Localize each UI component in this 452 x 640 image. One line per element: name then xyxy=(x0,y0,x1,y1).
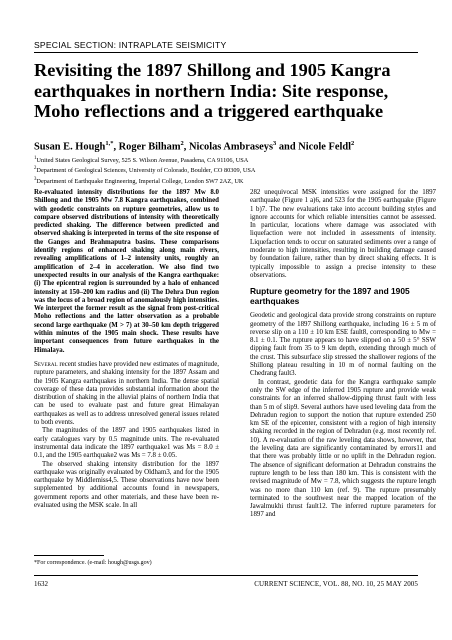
affiliation: $^1$United States Geological Survey, 525 S. Wilson Avenue, Pasadena, CA 91106, USA xyxy=(34,156,249,165)
right-column xyxy=(250,189,436,520)
affiliation-list xyxy=(34,155,434,186)
section-heading: Rupture geometry for the 1897 and 1905 earthquakes xyxy=(250,286,410,307)
section-header: SPECIAL SECTION: INTRAPLATE SEISMICITY xyxy=(34,40,227,50)
body-paragraph: 282 unequivocal MSK intensities were assigned for the 1897 earthquake (Figure 1 a)6, and 523 for the 1905 earthquake (Figure 1 b)7. The new evaluations take into account building styles and ignore accounts for which reliable intensities cannot be assessed. In particular, locations where damage was associated with liquefaction were not included in assessments of intensity. Liquefaction tends to occur on saturated sediments over a range of moderate to high intensities, resulting in building damage caused by foundation failure, rather than by direct shaking effects. It is typically impossible to assign a precise intensity to these observations. xyxy=(250,189,436,279)
header-rule xyxy=(34,52,418,53)
author-name: Nicolas Ambraseys xyxy=(189,141,273,153)
footer-rule xyxy=(34,575,418,576)
author-name: Roger Bilham xyxy=(118,141,181,153)
abstract: Re-evaluated intensity distributions for the 1897 Mw 8.0 Shillong and the 1905 Mw 7.8 Kangra earthquakes, combined with geodetic constraints on rupture geometries, allow us to compare observed distributions of intensity with theoretically predicted shaking. The difference between predicted and observed shaking is interpreted in terms of the site response of the Ganges and Brahmaputra basins. These comparisons identify regions of enhanced shaking along main rivers, revealing amplifications of 1–2 intensity units, roughly an amplification of 2–4 in acceleration. We also find two unexpected results in our analysis of the Kangra earthquake: (i) The epicentral region is surrounded by a halo of enhanced intensity at 150–200 km radius and (ii) The Dehra Dun region was the locus of a broad region of anomalously high intensities. We interpret the former result as the signal from post-critical Moho reflections and the latter observation as a probable second large earthquake (M > 7) at 30–50 km depth triggered within minutes of the 1905 main shock. These results have important consequences from future earthquakes in the Himalaya. xyxy=(34,189,219,354)
author-affil-mark: 2 xyxy=(351,140,355,147)
body-paragraph: The observed shaking intensity distribution for the 1897 earthquake was originally evaluated by Oldham3, and for the 1905 earthquake by Middlemiss4,5. These observations have now been supplemented by additional accounts found in newspapers, government reports and other materials, and these have been re-evaluated using the MSK scale. In all xyxy=(34,460,219,509)
affiliation: $^2$Department of Geological Sciences, University of Colorado, Boulder, CO 80309, USA xyxy=(34,166,256,175)
left-column xyxy=(34,189,219,510)
author-affil-mark: 1,* xyxy=(105,140,114,147)
article-title: Revisiting the 1897 Shillong and 1905 Kangra earthquakes in northern India: Site response, Moho reflections and a triggered earthquake xyxy=(34,60,391,121)
body-paragraph: In contrast, geodetic data for the Kangra earthquake sample only the SW edge of the inferred 1905 rupture and provide weak constraints for an inferred shallow-dipping thrust fault with less than 5 m of slip9. Several authors have used leveling data from the Dehradun region to support the notion that rupture extended 250 km SE of the epicenter, consistent with a region of high intensity shaking recorded in the region of Dehradun (e.g. most recently ref. 10). A re-evaluation of the raw leveling data shows, however, that the leveling data are significantly contaminated by errors11 and that there was probably little or no uplift in the Dehradun region. The absence of significant deformation at Dehradun constrains the rupture length to be less than 180 km. This is consistent with the revised magnitude of Mw = 7.8, which suggests the rupture length was no more than 110 km (ref. 9). The rupture presumably terminated to the southwest near the mapped location of the Jawalmukhi thrust fault12. The inferred rupture parameters for 1897 and xyxy=(250,378,436,519)
author-affil-mark: 3 xyxy=(273,140,277,147)
journal-reference: CURRENT SCIENCE, VOL. 88, NO. 10, 25 MAY 2005 xyxy=(254,580,418,588)
body-paragraph: The magnitudes of the 1897 and 1905 earthquakes listed in early catalogues vary by 0.5 magnitude units. The re-evaluated instrumental data indicate the 1897 earthquake1 was Ms = 8.0 ± 0.1, and the 1905 earthquake2 was Ms = 7.8 ± 0.05. xyxy=(34,427,219,460)
body-paragraph: Several recent studies have provided new estimates of magnitude, rupture parameters, and shaking intensity for the 1897 Assam and the 1905 Kangra earthquakes in northern India. The dense spatial coverage of these data provides substantial information about the distribution of shaking in the alluvial plains of northern India that can be used to evaluate past and future great Himalayan earthquakes as well as to address unresolved general issues related to both events. xyxy=(34,360,219,427)
body-paragraph: Geodetic and geological data provide strong constraints on rupture geometry of the 1897 Shillong earthquake, including 16 ± 5 m of reverse slip on a 110 ± 10 km ESE fault8, corresponding to Mw = 8.1 ± 0.1. The rupture appears to have slipped on a 50 ± 5° SSW dipping fault from 35 to 9 km depth, extending through much of the crust. This subsurface slip stressed the shallower regions of the Shillong plateau resulting in 10 m of normal faulting on the Chedrang fault3. xyxy=(250,312,436,378)
author-affil-mark: 2 xyxy=(180,140,184,147)
author-name: Nicole Feldl xyxy=(298,141,352,153)
footnote-rule xyxy=(34,555,104,556)
affiliation: $^3$Department of Earthquake Engineering, Imperial College, London SW7 2AZ, UK xyxy=(34,176,244,185)
correspondence-footnote: *For correspondence. (e-mail: hough@usgs.gov) xyxy=(34,560,152,566)
page-number: 1632 xyxy=(34,580,48,588)
author-list: Susan E. Hough$^{1,*}$, Roger Bilham$^2$, Nicolas Ambraseys$^3$ and Nicole Feldl$^2$ xyxy=(34,140,355,153)
author-name: Susan E. Hough xyxy=(34,141,106,153)
